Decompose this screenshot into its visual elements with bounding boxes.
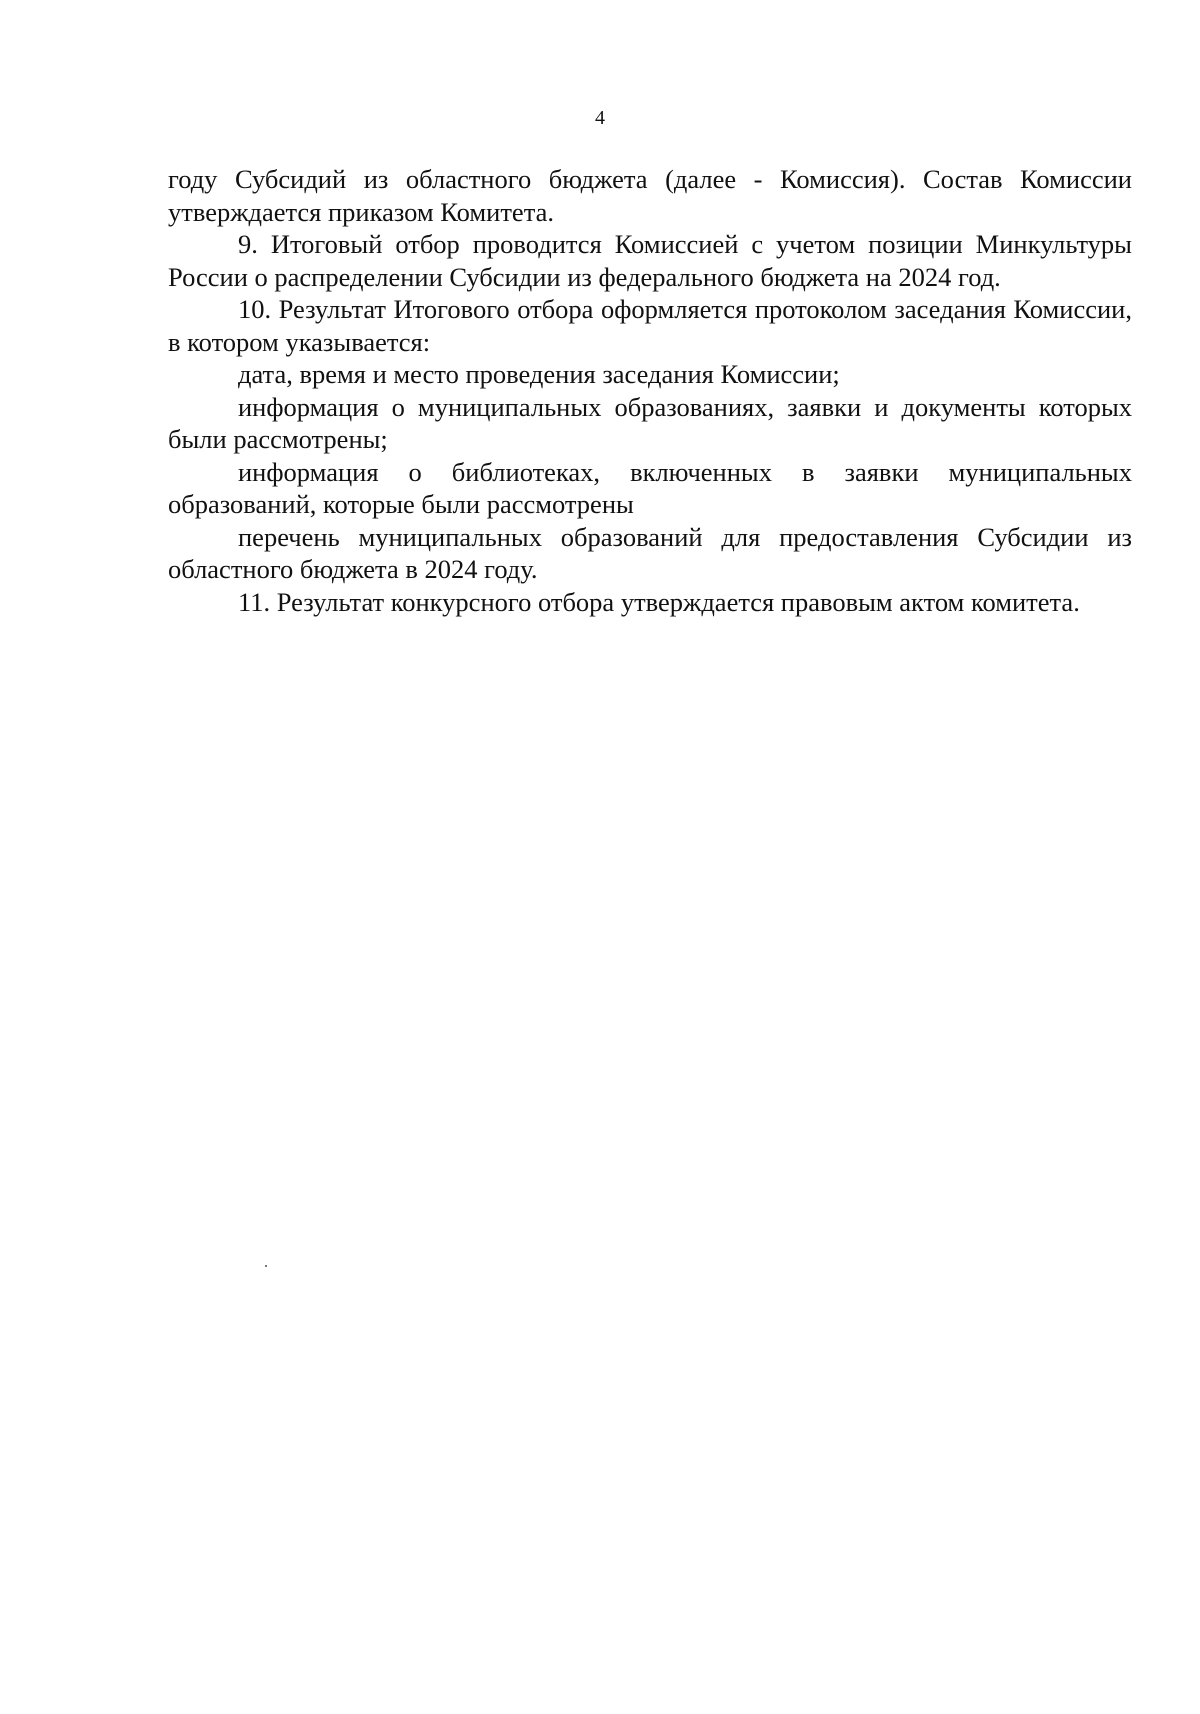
protocol-list-item-subsidy-list: перечень муниципальных образований для предоставления Субсидии из областного бюджета в 2024 году. — [168, 521, 1132, 584]
protocol-list-item-libraries: информация о библиотеках, включенных в заявки муниципальных образований, которые были рассмотрены — [168, 456, 1132, 519]
paragraph-commission-continuation: году Субсидий из областного бюджета (далее - Комиссия). Состав Комиссии утверждается приказом Комитета. — [168, 164, 1132, 227]
scan-dot-mark — [265, 1265, 267, 1267]
paragraph-item-11: 11. Результат конкурсного отбора утверждается правовым актом комитета. — [238, 586, 1080, 617]
protocol-list-item-municipalities: информация о муниципальных образованиях, заявки и документы которых были рассмотрены; — [168, 391, 1132, 454]
paragraph-item-10: 10. Результат Итогового отбора оформляется протоколом заседания Комиссии, в котором указывается: — [168, 294, 1132, 357]
paragraph-item-9: 9. Итоговый отбор проводится Комиссией с учетом позиции Минкультуры России о распределении Субсидии из федерального бюджета на 2024 год. — [168, 229, 1132, 292]
document-body — [168, 163, 1132, 618]
page-number: 4 — [595, 107, 605, 129]
protocol-list-item-date: дата, время и место проведения заседания Комиссии; — [238, 359, 840, 389]
